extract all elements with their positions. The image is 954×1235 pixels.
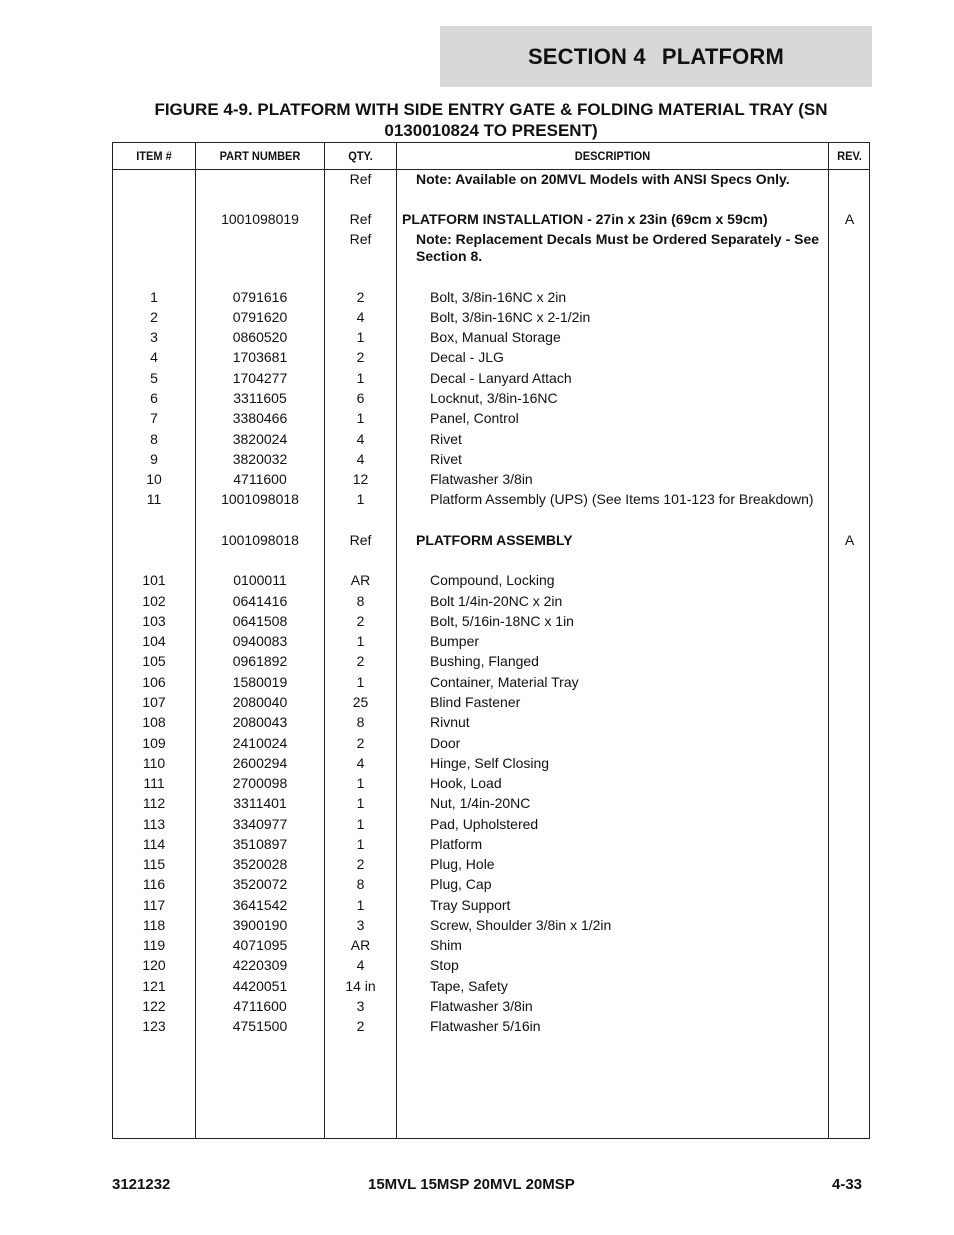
part-number-cell: 4420051: [232, 978, 288, 994]
quantity-cell: Ref: [349, 211, 372, 227]
description-cell: Bolt 1/4in-20NC x 2in: [430, 593, 563, 609]
part-number-cell: 2080043: [232, 714, 288, 730]
description-cell: Flatwasher 3/8in: [430, 471, 533, 487]
description-cell: Door: [430, 735, 461, 751]
description-cell: Rivet: [430, 431, 462, 447]
item-number-cell: 101: [142, 572, 166, 588]
part-number-cell: 0641416: [232, 593, 288, 609]
section-name: PLATFORM: [661, 43, 785, 69]
quantity-cell: 2: [356, 1018, 365, 1034]
item-number-cell: 11: [146, 491, 162, 507]
quantity-cell: 1: [356, 410, 365, 426]
description-cell: Pad, Upholstered: [430, 816, 539, 832]
quantity-cell: 4: [356, 309, 365, 325]
figure-title-line2: 0130010824 TO PRESENT): [384, 121, 598, 140]
description-cell: Rivnut: [430, 714, 470, 730]
quantity-cell: 25: [352, 694, 369, 710]
description-cell: Bushing, Flanged: [430, 653, 539, 669]
description-cell: Screw, Shoulder 3/8in x 1/2in: [430, 917, 612, 933]
quantity-cell: 14 in: [345, 978, 376, 994]
part-number-cell: 4220309: [232, 957, 288, 973]
part-number-cell: 2700098: [232, 775, 288, 791]
item-number-cell: 3: [150, 329, 158, 345]
part-number-cell: 3510897: [232, 836, 288, 852]
description-cell: Flatwasher 5/16in: [430, 1018, 541, 1034]
item-number-cell: 106: [142, 674, 166, 690]
item-number-cell: 122: [142, 998, 166, 1014]
column-header-description: DESCRIPTION: [574, 149, 651, 163]
quantity-cell: 2: [356, 735, 365, 751]
part-number-cell: 4751500: [232, 1018, 288, 1034]
item-number-cell: 120: [142, 957, 166, 973]
description-cell: Note: Replacement Decals Must be Ordered Separately - See Section 8.: [416, 231, 820, 264]
description-cell: Locknut, 3/8in-16NC: [430, 390, 558, 406]
quantity-cell: Ref: [349, 171, 372, 187]
footer-page-number: 4-33: [832, 1176, 863, 1193]
item-number-cell: 2: [150, 309, 158, 325]
quantity-cell: 3: [356, 998, 365, 1014]
part-number-cell: 1580019: [232, 674, 288, 690]
item-number-cell: 110: [142, 755, 166, 771]
quantity-cell: 4: [356, 451, 365, 467]
item-number-cell: 121: [142, 978, 166, 994]
description-cell: Rivet: [430, 451, 462, 467]
item-number-cell: 105: [142, 653, 166, 669]
description-cell: Decal - JLG: [430, 349, 504, 365]
quantity-cell: 2: [356, 289, 365, 305]
part-number-cell: 2600294: [232, 755, 288, 771]
part-number-cell: 3641542: [232, 897, 288, 913]
item-number-cell: 113: [142, 816, 166, 832]
description-cell: Compound, Locking: [430, 572, 555, 588]
quantity-cell: AR: [350, 572, 371, 588]
part-number-cell: 0641508: [232, 613, 288, 629]
description-cell: Panel, Control: [430, 410, 519, 426]
part-number-cell: 4711600: [233, 471, 287, 487]
part-number-cell: 4711600: [233, 998, 287, 1014]
part-number-cell: 3900190: [232, 917, 288, 933]
item-number-cell: 112: [142, 795, 166, 811]
item-number-cell: 118: [142, 917, 166, 933]
quantity-cell: 8: [356, 714, 365, 730]
quantity-cell: Ref: [349, 231, 372, 247]
quantity-cell: 2: [356, 349, 365, 365]
parts-table: [112, 142, 870, 1139]
quantity-cell: 4: [356, 957, 365, 973]
item-number-cell: 10: [146, 471, 162, 487]
item-number-cell: 108: [142, 714, 166, 730]
column-header-item: ITEM #: [136, 149, 172, 163]
part-number-cell: 3820032: [232, 451, 288, 467]
revision-cell: A: [844, 211, 855, 227]
quantity-cell: 8: [356, 593, 365, 609]
part-number-cell: 3380466: [232, 410, 288, 426]
part-number-cell: 3340977: [232, 816, 288, 832]
description-cell: Platform: [430, 836, 483, 852]
item-number-cell: 4: [150, 349, 158, 365]
quantity-cell: 6: [356, 390, 365, 406]
part-number-cell: 3520072: [232, 876, 288, 892]
item-number-cell: 109: [142, 735, 166, 751]
quantity-cell: 1: [356, 897, 365, 913]
description-cell: Box, Manual Storage: [430, 329, 561, 345]
item-number-cell: 114: [142, 836, 166, 852]
description-cell: Hook, Load: [430, 775, 502, 791]
item-number-cell: 7: [150, 410, 158, 426]
part-number-cell: 1001098018: [221, 491, 299, 507]
quantity-cell: 1: [356, 775, 365, 791]
description-cell: Bumper: [430, 633, 480, 649]
quantity-cell: 1: [356, 816, 365, 832]
item-number-cell: 119: [142, 937, 166, 953]
quantity-cell: 4: [356, 755, 365, 771]
item-number-cell: 104: [142, 633, 166, 649]
header-divider: [113, 169, 869, 170]
figure-title-line1: FIGURE 4-9. PLATFORM WITH SIDE ENTRY GATE & FOLDING MATERIAL TRAY (SN: [154, 100, 828, 119]
description-cell: Blind Fastener: [430, 694, 521, 710]
part-number-cell: 0100011: [233, 572, 287, 588]
quantity-cell: 1: [356, 674, 365, 690]
description-cell: PLATFORM INSTALLATION - 27in x 23in (69cm x 59cm): [402, 211, 768, 227]
part-number-cell: 0860520: [232, 329, 288, 345]
quantity-cell: 12: [352, 471, 369, 487]
description-cell: Bolt, 5/16in-18NC x 1in: [430, 613, 574, 629]
description-cell: Hinge, Self Closing: [430, 755, 550, 771]
part-number-cell: 0940083: [232, 633, 288, 649]
description-cell: Stop: [430, 957, 459, 973]
description-cell: Nut, 1/4in-20NC: [430, 795, 531, 811]
quantity-cell: 2: [356, 613, 365, 629]
revision-cell: A: [844, 532, 855, 548]
column-header-rev: REV.: [837, 149, 862, 163]
description-cell: Tray Support: [430, 897, 511, 913]
quantity-cell: 1: [356, 329, 365, 345]
quantity-cell: 1: [356, 836, 365, 852]
item-number-cell: 5: [150, 370, 158, 386]
column-header-qty: QTY.: [348, 149, 373, 163]
description-cell: Note: Available on 20MVL Models with ANSI Specs Only.: [416, 171, 790, 187]
description-cell: Bolt, 3/8in-16NC x 2in: [430, 289, 567, 305]
description-cell: Platform Assembly (UPS) (See Items 101-123 for Breakdown): [430, 491, 814, 507]
item-number-cell: 123: [142, 1018, 166, 1034]
part-number-cell: 2410024: [232, 735, 288, 751]
item-number-cell: 103: [142, 613, 166, 629]
description-cell: PLATFORM ASSEMBLY: [416, 532, 573, 548]
part-number-cell: 2080040: [232, 694, 288, 710]
footer-models: 15MVL 15MSP 20MVL 20MSP: [368, 1176, 575, 1193]
part-number-cell: 1001098018: [221, 532, 299, 548]
item-number-cell: 107: [142, 694, 166, 710]
part-number-cell: 3520028: [232, 856, 288, 872]
description-cell: Plug, Cap: [430, 876, 492, 892]
item-number-cell: 8: [150, 431, 158, 447]
quantity-cell: AR: [350, 937, 371, 953]
part-number-cell: 1001098019: [221, 211, 299, 227]
column-divider: [396, 143, 397, 1138]
item-number-cell: 9: [150, 451, 158, 467]
quantity-cell: 1: [356, 370, 365, 386]
part-number-cell: 0791616: [232, 289, 288, 305]
part-number-cell: 0961892: [232, 653, 288, 669]
item-number-cell: 102: [142, 593, 166, 609]
description-cell: Decal - Lanyard Attach: [430, 370, 572, 386]
description-cell: Bolt, 3/8in-16NC x 2-1/2in: [430, 309, 591, 325]
quantity-cell: Ref: [349, 532, 372, 548]
figure-title: [112, 99, 870, 141]
quantity-cell: 4: [356, 431, 365, 447]
section-header: [440, 26, 872, 87]
part-number-cell: 3311605: [233, 390, 287, 406]
item-number-cell: 117: [142, 897, 166, 913]
part-number-cell: 1703681: [232, 349, 288, 365]
section-label: SECTION 4: [527, 43, 646, 69]
part-number-cell: 3311401: [233, 795, 287, 811]
quantity-cell: 2: [356, 653, 365, 669]
item-number-cell: 116: [142, 876, 166, 892]
description-cell: Tape, Safety: [430, 978, 508, 994]
item-number-cell: 1: [150, 289, 158, 305]
quantity-cell: 1: [356, 491, 365, 507]
quantity-cell: 1: [356, 633, 365, 649]
description-cell: Shim: [430, 937, 462, 953]
description-cell: Container, Material Tray: [430, 674, 579, 690]
item-number-cell: 6: [150, 390, 158, 406]
quantity-cell: 1: [356, 795, 365, 811]
description-cell: Flatwasher 3/8in: [430, 998, 533, 1014]
item-number-cell: 111: [143, 775, 165, 791]
part-number-cell: 4071095: [232, 937, 288, 953]
quantity-cell: 3: [356, 917, 365, 933]
footer-doc-number: 3121232: [112, 1176, 171, 1193]
part-number-cell: 1704277: [232, 370, 288, 386]
item-number-cell: 115: [142, 856, 166, 872]
quantity-cell: 2: [356, 856, 365, 872]
part-number-cell: 0791620: [232, 309, 288, 325]
part-number-cell: 3820024: [232, 431, 288, 447]
column-header-part-number: PART NUMBER: [219, 149, 301, 163]
quantity-cell: 8: [356, 876, 365, 892]
description-cell: Plug, Hole: [430, 856, 495, 872]
